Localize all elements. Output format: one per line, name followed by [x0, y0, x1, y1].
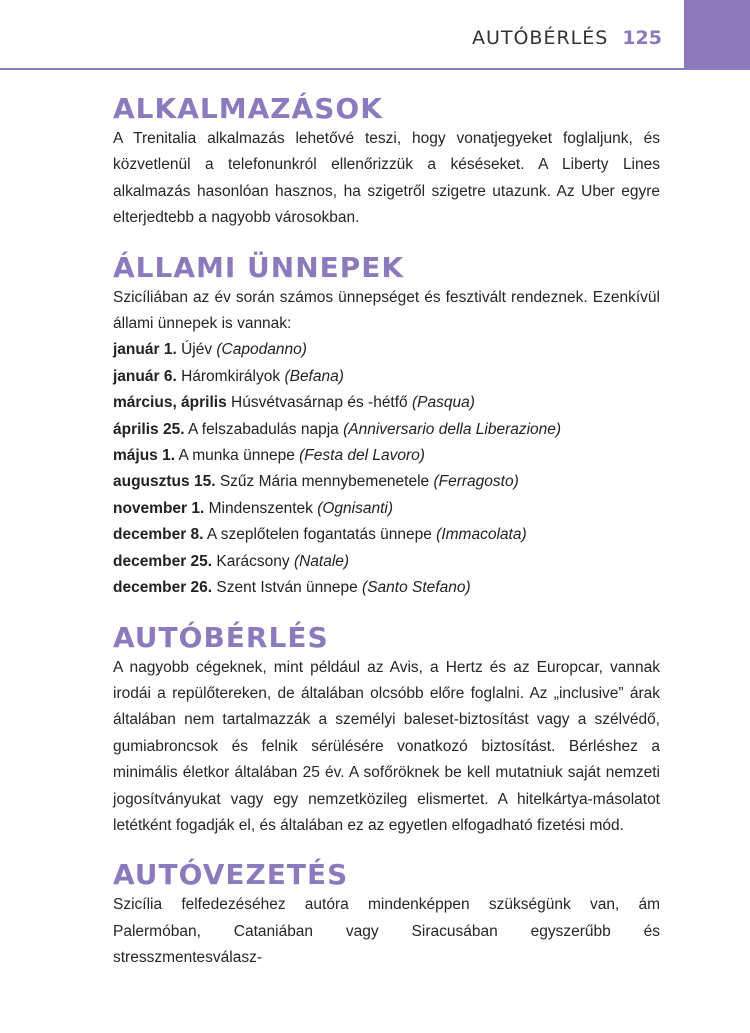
holiday-item: [113, 390, 660, 416]
page-content: [113, 92, 660, 991]
holiday-original-name: (Festa del Lavoro): [299, 447, 425, 465]
holiday-name: A felszabadulás napja: [187, 420, 339, 438]
holiday-name: Háromkirályok: [181, 367, 281, 385]
section-title-driving: AUTÓVEZETÉS: [113, 858, 349, 892]
page-number: 125: [622, 27, 662, 49]
section-text-driving: Szicília felfedezéséhez autóra mindenképpen szükségünk van, ám Palermóban, Cataniában vagy Siracusában egyszerűbb és stresszmentesválasz-: [113, 896, 660, 967]
holiday-name: A munka ünnepe: [178, 447, 295, 465]
section-car-rental: [113, 621, 660, 840]
holiday-item: [113, 549, 660, 575]
holiday-date: március, április: [113, 394, 227, 412]
holiday-item: [113, 443, 660, 469]
holiday-name: A szeplőtelen fogantatás ünnepe: [206, 526, 432, 544]
holiday-item: [113, 575, 660, 601]
holiday-original-name: (Anniversario della Liberazione): [343, 420, 562, 438]
header-divider: [0, 68, 684, 70]
holiday-date: január 6.: [113, 367, 177, 385]
running-head: [472, 27, 662, 57]
holiday-original-name: (Ferragosto): [433, 473, 519, 491]
holiday-original-name: (Capodanno): [216, 341, 307, 359]
holiday-item: [113, 417, 660, 443]
holiday-original-name: (Santo Stefano): [362, 579, 471, 597]
holiday-item: [113, 364, 660, 390]
section-holidays: [113, 251, 660, 602]
holiday-date: január 1.: [113, 341, 177, 359]
holiday-date: augusztus 15.: [113, 473, 216, 491]
header-color-tab: [684, 0, 750, 70]
holiday-name: Mindenszentek: [208, 499, 313, 517]
section-title-apps: ALKALMAZÁSOK: [113, 92, 383, 125]
holiday-name: Szent István ünnepe: [216, 579, 358, 597]
holiday-item: [113, 469, 660, 495]
holiday-date: november 1.: [113, 499, 205, 517]
section-text-apps: A Trenitalia alkalmazás lehetővé teszi, hogy vonatjegyeket foglaljunk, és közvetlenül a telefonunkról ellenőrizzük a késéseket. A Liberty Lines alkalmazás hasonlóan hasznos, ha szigetről szigetre utazunk. Az Uber egyre elterjedtebb a nagyobb városokban.: [113, 130, 660, 227]
holiday-item: [113, 337, 660, 363]
section-apps: [113, 92, 660, 232]
holiday-item: [113, 522, 660, 548]
holiday-name: Újév: [181, 341, 213, 359]
holiday-original-name: (Immacolata): [436, 526, 527, 544]
running-head-section: AUTÓBÉRLÉS: [471, 27, 609, 49]
section-title-car-rental: AUTÓBÉRLÉS: [113, 620, 329, 654]
holiday-list: [113, 337, 660, 601]
holiday-date: május 1.: [113, 447, 176, 465]
holiday-name: Húsvétvasárnap és -hétfő: [231, 394, 408, 412]
holiday-original-name: (Natale): [293, 552, 350, 570]
holiday-date: december 25.: [113, 552, 213, 570]
holiday-original-name: (Befana): [284, 367, 344, 385]
holiday-date: április 25.: [113, 420, 185, 438]
holiday-date: december 8.: [113, 526, 204, 544]
holiday-item: [113, 496, 660, 522]
section-driving: [113, 858, 660, 971]
holiday-date: december 26.: [113, 579, 213, 597]
holiday-original-name: (Pasqua): [411, 394, 475, 412]
section-title-holidays: ÁLLAMI ÜNNEPEK: [113, 250, 405, 284]
section-text-holidays: Szicíliában az év során számos ünnepséget és fesztivált rendeznek. Ezenkívül állami ünnepek is vannak:: [113, 288, 660, 333]
section-text-car-rental: A nagyobb cégeknek, mint például az Avis, a Hertz és az Europcar, vannak irodái a repülőtereken, de általában olcsóbb előre foglalni. Az „inclusive” árak általában nem tartalmazzák a személyi baleset-biztosítást vagy a szélvédő, gumiabroncsok és felnik sérülésére vonatkozó biztosítást. Bérléshez a minimális életkor általában 25 év. A sofőröknek be kell mutatniuk saját nemzeti jogosítványukat vagy egy nemzetközileg elismertet. A hitelkártya-másolatot letétként fogadják el, és általában ez az egyetlen elfogadható fizetési mód.: [113, 658, 660, 834]
holiday-name: Karácsony: [216, 552, 290, 570]
holiday-original-name: (Ognisanti): [317, 499, 394, 517]
holiday-name: Szűz Mária mennybemenetele: [219, 473, 430, 491]
